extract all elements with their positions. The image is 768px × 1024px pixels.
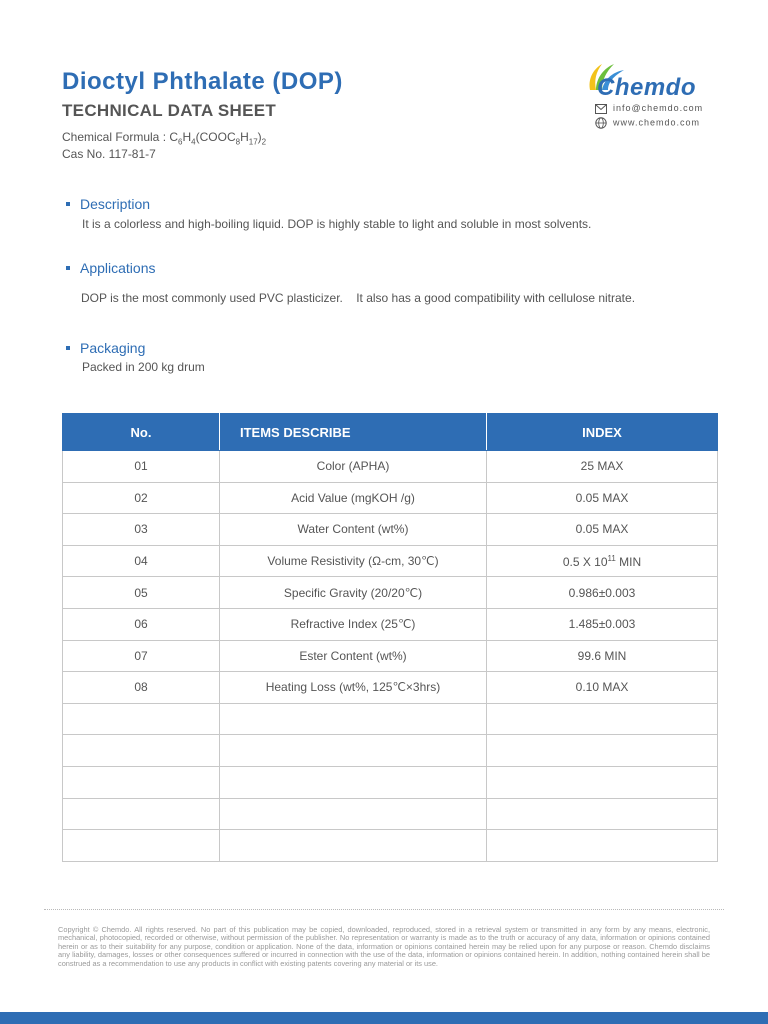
cell-no: 05: [63, 577, 220, 609]
cell-item: Color (APHA): [220, 451, 487, 483]
section-heading-description: Description: [66, 196, 150, 212]
cell-item: Refractive Index (25℃): [220, 608, 487, 640]
packaging-text: Packed in 200 kg drum: [82, 360, 205, 374]
cell-index: 25 MAX: [487, 451, 718, 483]
cell-empty: [220, 735, 487, 767]
document-subtitle: TECHNICAL DATA SHEET: [62, 101, 277, 120]
table-row-empty: [63, 735, 718, 767]
cell-no: 03: [63, 514, 220, 546]
section-heading-packaging: Packaging: [66, 340, 145, 356]
bottom-accent-bar: [0, 1012, 768, 1024]
cell-index: 0.986±0.003: [487, 577, 718, 609]
cell-no: 02: [63, 482, 220, 514]
cell-empty: [487, 766, 718, 798]
bullet-icon: [66, 266, 70, 270]
cell-item: Acid Value (mgKOH /g): [220, 482, 487, 514]
cell-empty: [63, 703, 220, 735]
copyright-disclaimer: Copyright © Chemdo. All rights reserved. No part of this publication may be copied, downloaded, reproduced, stored in a retrieval system or transmitted in any form by any means, electronic, mechanical, photocopied, recorded or otherwise, without permission of the publisher. No representation or warranty is made as to the truth or accuracy of any data, information or opinions contained herein or as to their suitability for any purpose, condition or application. None of the data, information or opinions contained herein may be relied upon for any purpose or reason. Chemdo disclaims any liability, damages, losses or other consequences suffered or incurred in connection with the use of the data, information or opinions contained herein. In addition, nothing contained herein shall be construed as a recommendation to use any products in conflict with existing patents covering any material or its use.: [58, 925, 710, 968]
cell-empty: [63, 735, 220, 767]
contact-website[interactable]: www.chemdo.com: [595, 117, 700, 129]
table-header-row: [63, 414, 718, 451]
cell-no: 07: [63, 640, 220, 672]
cell-no: 04: [63, 545, 220, 577]
table-row: [63, 545, 718, 577]
brand-name: Chemdo: [597, 74, 696, 101]
cell-index: 0.05 MAX: [487, 514, 718, 546]
bullet-icon: [66, 202, 70, 206]
cell-empty: [220, 703, 487, 735]
cell-empty: [487, 703, 718, 735]
chemical-formula: Chemical Formula : $C_6H_4(COOC_8H_{17})_2$: [62, 130, 267, 147]
cell-item: Ester Content (wt%): [220, 640, 487, 672]
section-heading-applications: Applications: [66, 260, 156, 276]
cell-empty: [220, 830, 487, 862]
bullet-icon: [66, 346, 70, 350]
cell-empty: [220, 766, 487, 798]
table-row: [63, 514, 718, 546]
cell-index: 0.10 MAX: [487, 672, 718, 704]
cell-no: 01: [63, 451, 220, 483]
cell-index: 0.5 X $10^{11}$ MIN: [487, 545, 718, 577]
cell-empty: [63, 766, 220, 798]
column-header-index: INDEX: [487, 414, 718, 451]
table-row-empty: [63, 766, 718, 798]
column-header-items: ITEMS DESCRIBE: [220, 414, 487, 451]
table-row: [63, 640, 718, 672]
cell-empty: [487, 735, 718, 767]
table-row-empty: [63, 798, 718, 830]
globe-icon: [595, 117, 607, 129]
table-row: [63, 451, 718, 483]
cell-no: 06: [63, 608, 220, 640]
footer-divider: [44, 909, 724, 910]
table-row: [63, 482, 718, 514]
cell-empty: [220, 798, 487, 830]
specification-table: [62, 413, 718, 862]
contact-email[interactable]: info@chemdo.com: [595, 103, 703, 114]
table-row: [63, 577, 718, 609]
cell-index: 99.6 MIN: [487, 640, 718, 672]
document-title: Dioctyl Phthalate (DOP): [62, 68, 343, 95]
applications-text: DOP is the most commonly used PVC plasticizer. It also has a good compatibility with cellulose nitrate.: [81, 291, 636, 305]
cell-item: Volume Resistivity (Ω-cm, 30℃): [220, 545, 487, 577]
description-text: It is a colorless and high-boiling liquid. DOP is highly stable to light and soluble in most solvents.: [82, 217, 592, 231]
table-row-empty: [63, 830, 718, 862]
table-row-empty: [63, 703, 718, 735]
cell-item: Heating Loss (wt%, 125℃×3hrs): [220, 672, 487, 704]
cell-index: 1.485±0.003: [487, 608, 718, 640]
cell-empty: [487, 798, 718, 830]
cell-empty: [487, 830, 718, 862]
cas-number: Cas No. 117-81-7: [62, 147, 156, 161]
mail-icon: [595, 104, 607, 114]
cell-item: Water Content (wt%): [220, 514, 487, 546]
cell-index: 0.05 MAX: [487, 482, 718, 514]
cell-empty: [63, 798, 220, 830]
table-row: [63, 608, 718, 640]
cell-item: Specific Gravity (20/20℃): [220, 577, 487, 609]
table-row: [63, 672, 718, 704]
cell-no: 08: [63, 672, 220, 704]
cell-empty: [63, 830, 220, 862]
column-header-no: No.: [63, 414, 220, 451]
